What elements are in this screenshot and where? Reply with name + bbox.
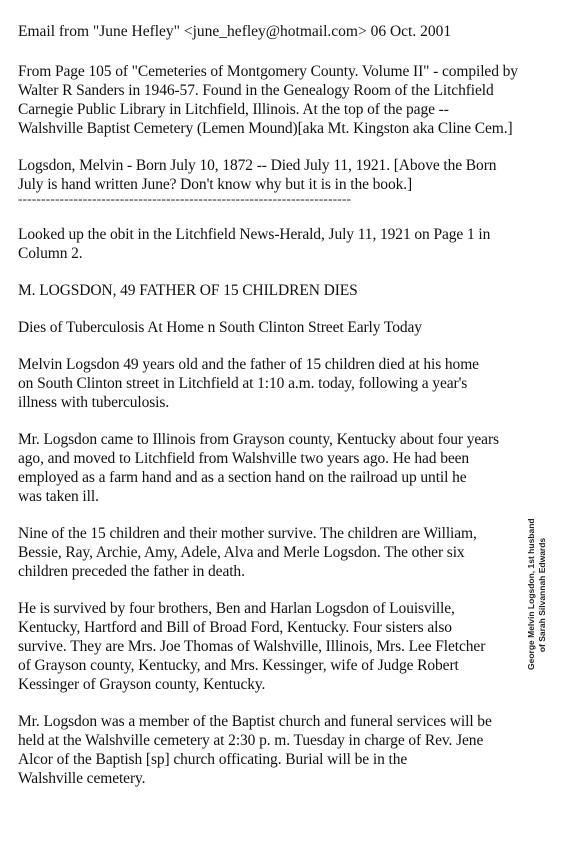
obituary-paragraph-death [18,355,563,412]
obituary-paragraph-children [18,524,563,581]
source-line: Walter R Sanders in 1946-57. Found in the Genealogy Room of the Litchfield [18,82,494,99]
body-line: on South Clinton street in Litchfield at 1:10 a.m. today, following a year's [18,375,468,392]
body-line: children preceded the father in death. [18,563,245,580]
body-line: Mr. Logsdon came to Illinois from Grayson county, Kentucky about four years [18,431,499,448]
body-line: He is survived by four brothers, Ben and Harlan Logsdon of Louisville, [18,600,455,617]
obit-lookup-line: Column 2. [18,245,83,262]
side-annotation [526,520,556,670]
side-annotation-line: of Sarah Silvannah Edwards [537,537,547,653]
side-annotation-text [526,520,548,670]
body-line: Kentucky, Hartford and Bill of Broad Ford, Kentucky. Four sisters also [18,619,452,636]
obituary-subheadline: Dies of Tuberculosis At Home n South Clinton Street Early Today [18,319,422,336]
email-header: Email from "June Hefley" <june_hefley@hotmail.com> 06 Oct. 2001 [18,23,452,40]
source-paragraph [18,62,563,138]
obituary-paragraph-history [18,430,563,506]
obituary-paragraph-funeral [18,712,563,788]
divider: ------------------------------------------------------------------------ [18,193,352,205]
record-line: Logsdon, Melvin - Born July 10, 1872 -- Died July 11, 1921. [Above the Born [18,157,497,174]
obituary-headline: M. LOGSDON, 49 FATHER OF 15 CHILDREN DIES [18,282,358,299]
body-line: survive. They are Mrs. Joe Thomas of Walshville, Illinois, Mrs. Lee Fletcher [18,638,486,655]
body-line: illness with tuberculosis. [18,394,170,411]
body-line: held at the Walshville cemetery at 2:30 p. m. Tuesday in charge of Rev. Jene [18,732,484,749]
body-line: of Grayson county, Kentucky, and Mrs. Kessinger, wife of Judge Robert [18,657,459,674]
body-line: Kessinger of Grayson county, Kentucky. [18,676,266,693]
body-line: was taken ill. [18,488,99,505]
record-line: July is hand written June? Don't know why but it is in the book.] [18,176,413,193]
obituary-paragraph-survivors [18,599,563,694]
body-line: Walshville cemetery. [18,770,146,787]
obit-lookup-paragraph [18,225,563,263]
obit-lookup-line: Looked up the obit in the Litchfield News-Herald, July 11, 1921 on Page 1 in [18,226,491,243]
body-line: Bessie, Ray, Archie, Amy, Adele, Alva and Merle Logsdon. The other six [18,544,465,561]
record-paragraph [18,156,563,194]
body-line: Alcor of the Baptish [sp] church officating. Burial will be in the [18,751,408,768]
source-line: From Page 105 of "Cemeteries of Montgomery County. Volume II" - compiled by [18,63,518,80]
source-line: Carnegie Public Library in Litchfield, Illinois. At the top of the page -- [18,101,449,118]
side-annotation-line: George Melvin Logsdon, 1st husband [526,518,536,670]
source-line: Walshville Baptist Cemetery (Lemen Mound)[aka Mt. Kingston aka Cline Cem.] [18,120,513,137]
body-line: Melvin Logsdon 49 years old and the father of 15 children died at his home [18,356,479,373]
body-line: ago, and moved to Litchfield from Walshville two years ago. He had been [18,450,470,467]
body-line: Mr. Logsdon was a member of the Baptist church and funeral services will be [18,713,492,730]
document-page [18,14,563,806]
body-line: Nine of the 15 children and their mother survive. The children are William, [18,525,477,542]
body-line: employed as a farm hand and as a section hand on the railroad up until he [18,469,467,486]
